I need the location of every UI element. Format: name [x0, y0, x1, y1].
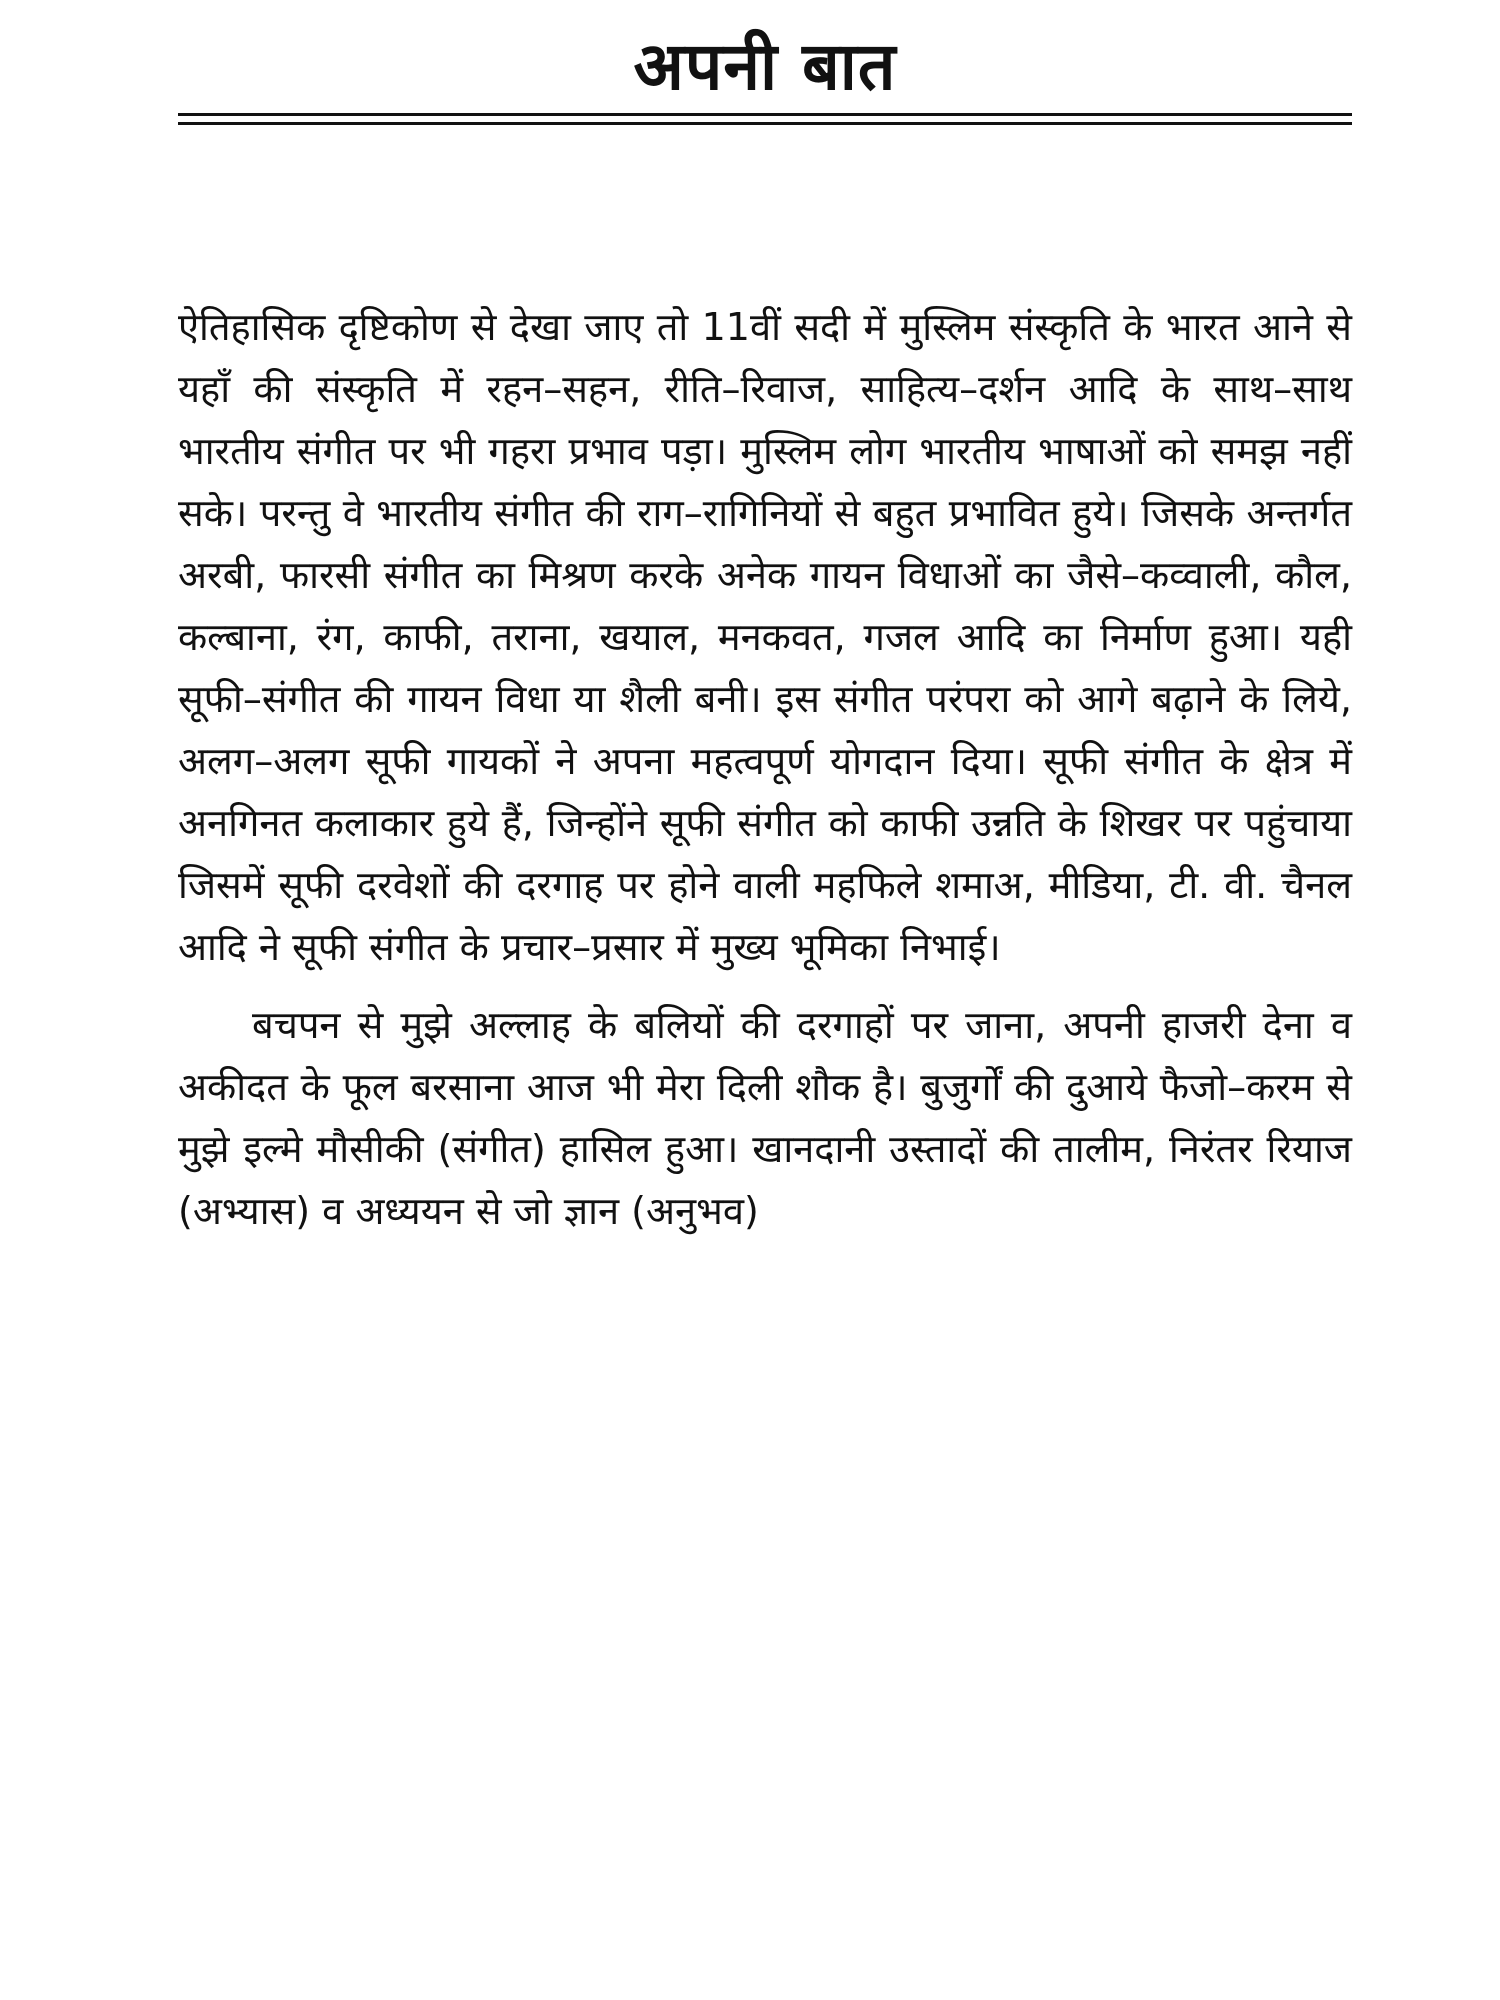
title-rule-top: [178, 113, 1352, 116]
paragraph-1: ऐतिहासिक दृष्टिकोण से देखा जाए तो 11वीं सदी में मुस्लिम संस्कृति के भारत आने से यहाँ की संस्कृति में रहन–सहन, रीति–रिवाज, साहित्य–दर्शन आदि के साथ–साथ भारतीय संगीत पर भी गहरा प्रभाव पड़ा। मुस्लिम लोग भारतीय भाषाओं को समझ नहीं सके। परन्तु वे भारतीय संगीत की राग–रागिनियों से बहुत प्रभावित हुये। जिसके अन्तर्गत अरबी, फारसी संगीत का मिश्रण करके अनेक गायन विधाओं का जैसे–कव्वाली, कौल, कल्बाना, रंग, काफी, तराना, खयाल, मनकवत, गजल आदि का निर्माण हुआ। यही सूफी–संगीत की गायन विधा या शैली बनी। इस संगीत परंपरा को आगे बढ़ाने के लिये, अलग–अलग सूफी गायकों ने अपना महत्वपूर्ण योगदान दिया। सूफी संगीत के क्षेत्र में अनगिनत कलाकार हुये हैं, जिन्होंने सूफी संगीत को काफी उन्नति के शिखर पर पहुंचाया जिसमें सूफी दरवेशों की दरगाह पर होने वाली महफिले शमाअ, मीडिया, टी. वी. चैनल आदि ने सूफी संगीत के प्रचार–प्रसार में मुख्य भूमिका निभाई।: [178, 305, 1352, 969]
title-rule-bottom: [178, 122, 1352, 125]
paragraph-2: बचपन से मुझे अल्लाह के बलियों की दरगाहों पर जाना, अपनी हाजरी देना व अकीदत के फूल बरसाना आज भी मेरा दिली शौक है। बुजुर्गों की दुआये फैजो–करम से मुझे इल्मे मौसीकी (संगीत) हासिल हुआ। खानदानी उस्तादों की तालीम, निरंतर रियाज (अभ्यास) व अध्ययन से जो ज्ञान (अनुभव): [178, 1003, 1352, 1233]
page-title: अपनी बात: [633, 28, 897, 105]
body-text: [178, 296, 1352, 1242]
